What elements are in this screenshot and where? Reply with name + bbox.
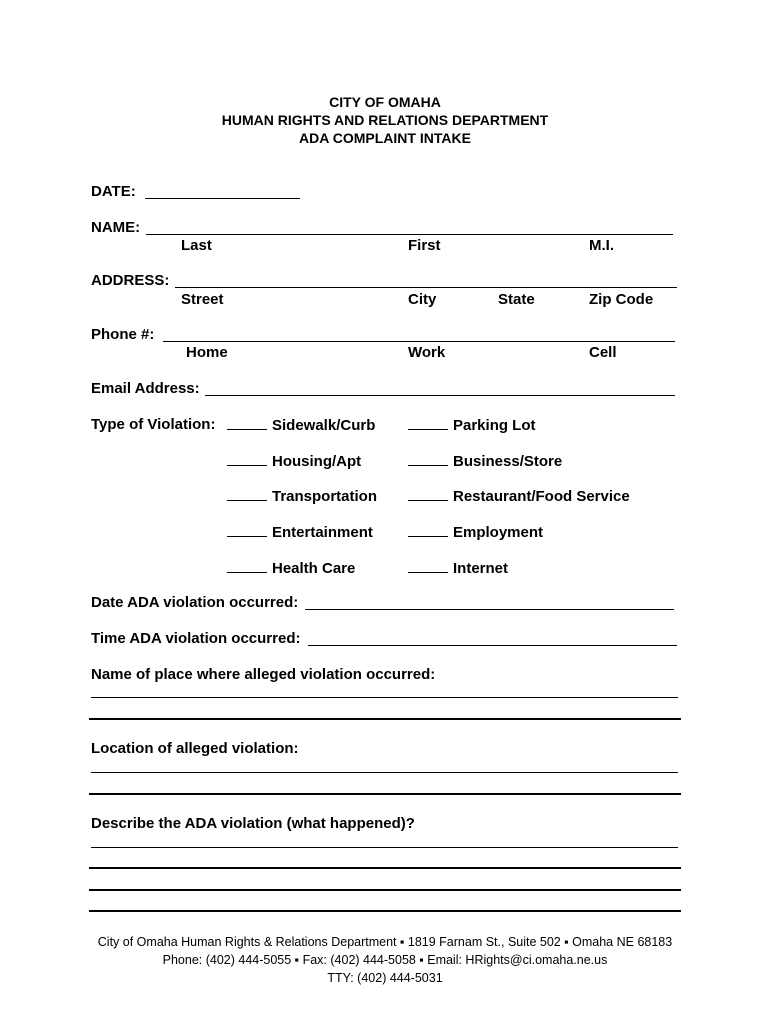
name-sub-mi: M.I. (589, 237, 614, 254)
address-field[interactable] (175, 287, 677, 288)
phone-sub-cell: Cell (589, 344, 617, 361)
address-sub-city: City (408, 291, 437, 308)
time-occurred-field[interactable] (308, 645, 677, 646)
violation-option-transportation[interactable]: Transportation (227, 487, 377, 505)
violation-option-entertainment[interactable]: Entertainment (227, 523, 373, 541)
violation-option-sidewalk[interactable]: Sidewalk/Curb (227, 416, 375, 434)
violation-option-employment[interactable]: Employment (408, 523, 543, 541)
violation-option-internet[interactable]: Internet (408, 559, 508, 577)
phone-label: Phone #: (91, 326, 155, 343)
header-form-title: ADA COMPLAINT INTAKE (299, 130, 471, 146)
date-label: DATE: (91, 183, 136, 200)
address-label: ADDRESS: (91, 272, 170, 289)
violation-type-label: Type of Violation: (91, 416, 216, 433)
header-city: CITY OF OMAHA (329, 94, 441, 110)
violation-option-health-care[interactable]: Health Care (227, 559, 355, 577)
phone-sub-work: Work (408, 344, 446, 361)
describe-field-line-1[interactable] (91, 847, 678, 848)
email-label: Email Address: (91, 380, 200, 397)
time-occurred-label: Time ADA violation occurred: (91, 630, 301, 647)
violation-option-business[interactable]: Business/Store (408, 452, 562, 470)
place-name-field-line-1[interactable] (91, 697, 678, 698)
violation-option-restaurant[interactable]: Restaurant/Food Service (408, 487, 630, 505)
violation-option-parking-lot[interactable]: Parking Lot (408, 416, 536, 434)
violation-option-housing[interactable]: Housing/Apt (227, 452, 361, 470)
footer-tty: TTY: (402) 444-5031 (327, 971, 443, 985)
location-field-line-1[interactable] (91, 772, 678, 773)
header-department: HUMAN RIGHTS AND RELATIONS DEPARTMENT (221, 112, 549, 128)
address-sub-street: Street (181, 291, 224, 308)
name-sub-last: Last (181, 237, 212, 254)
place-name-field-line-2[interactable] (89, 718, 681, 720)
location-field-line-2[interactable] (89, 793, 681, 795)
footer-address: City of Omaha Human Rights & Relations Department ▪ 1819 Farnam St., Suite 502 ▪ Omaha NE 68183 (97, 935, 673, 949)
name-label: NAME: (91, 219, 141, 236)
name-field[interactable] (146, 234, 673, 235)
date-occurred-field[interactable] (305, 609, 674, 610)
address-sub-zip: Zip Code (589, 291, 654, 308)
footer-contact: Phone: (402) 444-5055 ▪ Fax: (402) 444-5058 ▪ Email: HRights@ci.omaha.ne.us (162, 953, 608, 967)
name-sub-first: First (408, 237, 441, 254)
describe-field-line-2[interactable] (89, 867, 681, 869)
date-occurred-label: Date ADA violation occurred: (91, 594, 299, 611)
describe-field-line-4[interactable] (89, 910, 681, 912)
phone-field[interactable] (163, 341, 675, 342)
describe-field-line-3[interactable] (89, 889, 681, 891)
date-field[interactable] (145, 198, 300, 199)
place-name-label: Name of place where alleged violation occurred: (91, 666, 436, 683)
location-label: Location of alleged violation: (91, 740, 299, 757)
describe-label: Describe the ADA violation (what happened)? (91, 815, 415, 832)
email-field[interactable] (205, 395, 675, 396)
address-sub-state: State (498, 291, 535, 308)
phone-sub-home: Home (186, 344, 228, 361)
